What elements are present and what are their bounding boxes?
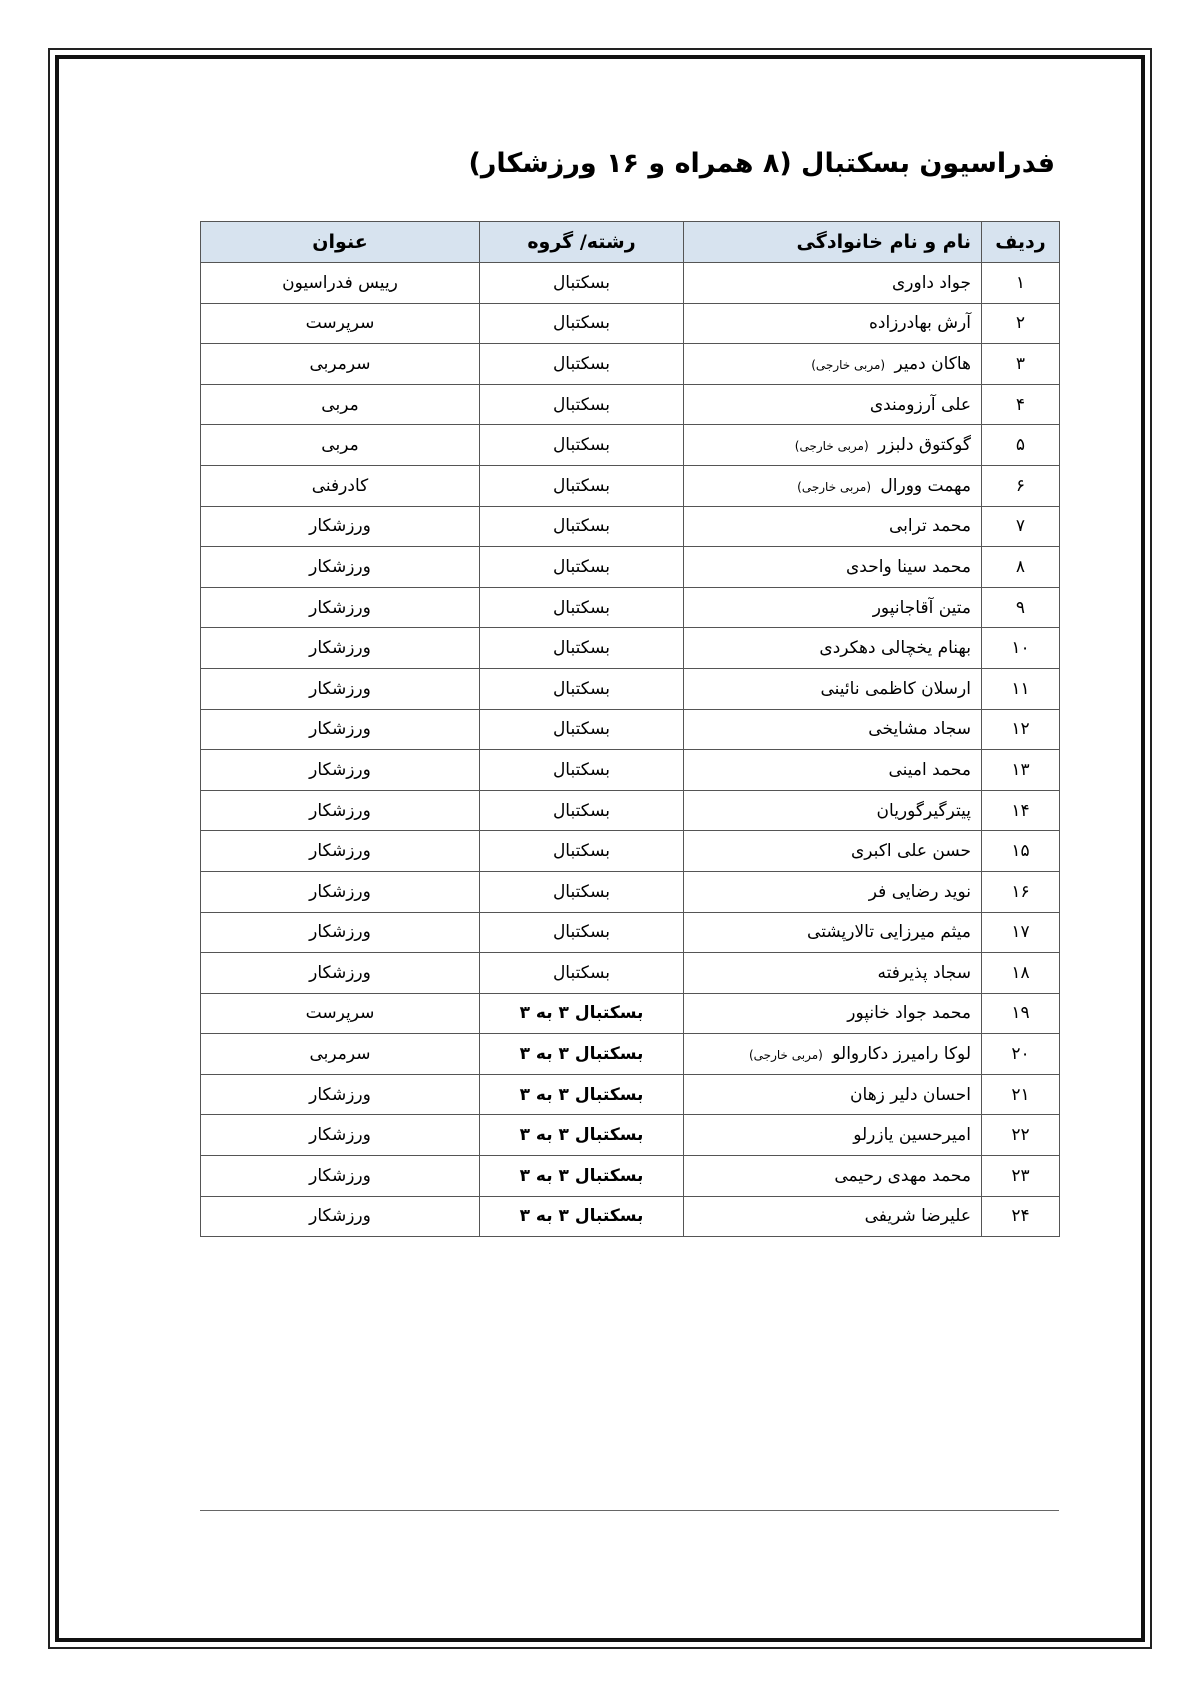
table-row xyxy=(201,831,1060,872)
table-row xyxy=(201,506,1060,547)
table-row xyxy=(201,303,1060,344)
table-row xyxy=(201,425,1060,466)
header-discipline: رشته/ گروه xyxy=(480,222,684,263)
full-name-cell xyxy=(684,465,982,506)
full-name-cell xyxy=(684,750,982,791)
table-row xyxy=(201,750,1060,791)
discipline-cell: بسکتبال xyxy=(480,628,684,669)
discipline-cell: بسکتبال xyxy=(480,709,684,750)
discipline-cell: بسکتبال ۳ به ۳ xyxy=(480,1196,684,1237)
full-name: سجاد مشایخی xyxy=(868,719,971,740)
table-row xyxy=(201,384,1060,425)
full-name-cell xyxy=(684,1196,982,1237)
row-number: ۲۱ xyxy=(982,1074,1060,1115)
discipline-cell: بسکتبال xyxy=(480,790,684,831)
full-name-cell xyxy=(684,831,982,872)
full-name-cell xyxy=(684,993,982,1034)
role-cell: ورزشکار xyxy=(201,1196,480,1237)
full-name-cell xyxy=(684,709,982,750)
full-name-cell xyxy=(684,1074,982,1115)
row-number: ۲۰ xyxy=(982,1034,1060,1075)
full-name: پیترگیرگوریان xyxy=(876,800,971,821)
row-number: ۵ xyxy=(982,425,1060,466)
row-number: ۱۸ xyxy=(982,953,1060,994)
role-cell: مربی xyxy=(201,384,480,425)
full-name-cell xyxy=(684,668,982,709)
role-cell: سرپرست xyxy=(201,993,480,1034)
row-number: ۱۵ xyxy=(982,831,1060,872)
row-number: ۱۹ xyxy=(982,993,1060,1034)
row-number: ۱۶ xyxy=(982,871,1060,912)
role-cell: کادرفنی xyxy=(201,465,480,506)
row-number: ۴ xyxy=(982,384,1060,425)
discipline-cell: بسکتبال xyxy=(480,425,684,466)
row-number: ۹ xyxy=(982,587,1060,628)
discipline-cell: بسکتبال xyxy=(480,912,684,953)
full-name: آرش بهادرزاده xyxy=(868,313,971,334)
full-name: مهمت وورال xyxy=(880,475,971,496)
foreign-coach-note: (مربی خارجی) xyxy=(748,1048,823,1063)
role-cell: ورزشکار xyxy=(201,628,480,669)
table-body xyxy=(201,263,1060,1237)
table-header-row xyxy=(201,222,1060,263)
discipline-cell: بسکتبال ۳ به ۳ xyxy=(480,1074,684,1115)
full-name-cell xyxy=(684,1156,982,1197)
role-cell: ورزشکار xyxy=(201,506,480,547)
role-cell: ورزشکار xyxy=(201,1156,480,1197)
full-name-cell xyxy=(684,425,982,466)
table-row xyxy=(201,953,1060,994)
row-number: ۱۷ xyxy=(982,912,1060,953)
row-number: ۳ xyxy=(982,344,1060,385)
role-cell: رییس فدراسیون xyxy=(201,263,480,304)
row-number: ۱۰ xyxy=(982,628,1060,669)
table-row xyxy=(201,709,1060,750)
discipline-cell: بسکتبال ۳ به ۳ xyxy=(480,1115,684,1156)
full-name: محمد مهدی رحیمی xyxy=(834,1165,971,1186)
table-row xyxy=(201,993,1060,1034)
full-name-cell xyxy=(684,953,982,994)
table-row xyxy=(201,1196,1060,1237)
full-name-cell xyxy=(684,384,982,425)
discipline-cell: بسکتبال xyxy=(480,465,684,506)
full-name-cell xyxy=(684,790,982,831)
discipline-cell: بسکتبال xyxy=(480,871,684,912)
table-row xyxy=(201,465,1060,506)
role-cell: ورزشکار xyxy=(201,790,480,831)
role-cell: ورزشکار xyxy=(201,1115,480,1156)
table-row xyxy=(201,668,1060,709)
discipline-cell: بسکتبال xyxy=(480,668,684,709)
page-title: فدراسیون بسکتبال (۸ همراه و ۱۶ ورزشکار) xyxy=(468,148,1055,179)
full-name: سجاد پذیرفته xyxy=(877,962,971,983)
full-name: امیرحسین یازرلو xyxy=(853,1125,971,1146)
full-name-cell xyxy=(684,506,982,547)
role-cell: ورزشکار xyxy=(201,831,480,872)
row-number: ۲۴ xyxy=(982,1196,1060,1237)
full-name-cell xyxy=(684,547,982,588)
discipline-cell: بسکتبال xyxy=(480,384,684,425)
discipline-cell: بسکتبال xyxy=(480,750,684,791)
row-number: ۸ xyxy=(982,547,1060,588)
full-name: گوکتوق دلبزر xyxy=(878,435,971,456)
table-row xyxy=(201,628,1060,669)
full-name: لوکا رامیرز دکاروالو xyxy=(832,1044,971,1065)
table-row xyxy=(201,547,1060,588)
role-cell: مربی xyxy=(201,425,480,466)
full-name: احسان دلیر زهان xyxy=(850,1084,971,1105)
foreign-coach-note: (مربی خارجی) xyxy=(797,479,872,494)
roster-table xyxy=(200,221,1060,1237)
full-name: محمد جواد خانپور xyxy=(847,1003,971,1024)
role-cell: ورزشکار xyxy=(201,709,480,750)
role-cell: ورزشکار xyxy=(201,953,480,994)
role-cell: سرمربی xyxy=(201,344,480,385)
full-name: متین آقاجانپور xyxy=(872,597,971,618)
footer-divider xyxy=(200,1510,1059,1511)
row-number: ۲ xyxy=(982,303,1060,344)
row-number: ۶ xyxy=(982,465,1060,506)
discipline-cell: بسکتبال xyxy=(480,953,684,994)
full-name: علی آرزومندی xyxy=(869,394,971,415)
table-row xyxy=(201,912,1060,953)
full-name: علیرضا شریفی xyxy=(864,1206,971,1227)
full-name-cell xyxy=(684,344,982,385)
full-name-cell xyxy=(684,587,982,628)
table-row xyxy=(201,1034,1060,1075)
table-row xyxy=(201,1156,1060,1197)
foreign-coach-note: (مربی خارجی) xyxy=(811,357,886,372)
full-name: محمد ترابی xyxy=(889,516,971,537)
discipline-cell: بسکتبال xyxy=(480,547,684,588)
discipline-cell: بسکتبال xyxy=(480,831,684,872)
row-number: ۷ xyxy=(982,506,1060,547)
discipline-cell: بسکتبال ۳ به ۳ xyxy=(480,1156,684,1197)
table-row xyxy=(201,587,1060,628)
full-name-cell xyxy=(684,1115,982,1156)
role-cell: سرپرست xyxy=(201,303,480,344)
discipline-cell: بسکتبال xyxy=(480,344,684,385)
full-name: محمد سینا واحدی xyxy=(846,556,971,577)
row-number: ۲۳ xyxy=(982,1156,1060,1197)
discipline-cell: بسکتبال xyxy=(480,587,684,628)
role-cell: ورزشکار xyxy=(201,871,480,912)
row-number: ۱۲ xyxy=(982,709,1060,750)
full-name: محمد امینی xyxy=(888,759,971,780)
discipline-cell: بسکتبال ۳ به ۳ xyxy=(480,993,684,1034)
table-row xyxy=(201,790,1060,831)
table-row xyxy=(201,871,1060,912)
full-name-cell xyxy=(684,871,982,912)
full-name: حسن علی اکبری xyxy=(851,841,971,862)
role-cell: ورزشکار xyxy=(201,750,480,791)
full-name-cell xyxy=(684,263,982,304)
discipline-cell: بسکتبال ۳ به ۳ xyxy=(480,1034,684,1075)
table-row xyxy=(201,1115,1060,1156)
role-cell: ورزشکار xyxy=(201,1074,480,1115)
discipline-cell: بسکتبال xyxy=(480,303,684,344)
discipline-cell: بسکتبال xyxy=(480,506,684,547)
row-number: ۱۳ xyxy=(982,750,1060,791)
role-cell: ورزشکار xyxy=(201,547,480,588)
full-name: بهنام یخچالی دهکردی xyxy=(819,638,971,659)
role-cell: ورزشکار xyxy=(201,912,480,953)
foreign-coach-note: (مربی خارجی) xyxy=(794,439,869,454)
header-row-number: ردیف xyxy=(982,222,1060,263)
full-name-cell xyxy=(684,912,982,953)
row-number: ۲۲ xyxy=(982,1115,1060,1156)
role-cell: ورزشکار xyxy=(201,668,480,709)
role-cell: سرمربی xyxy=(201,1034,480,1075)
row-number: ۱۴ xyxy=(982,790,1060,831)
full-name-cell xyxy=(684,1034,982,1075)
row-number: ۱ xyxy=(982,263,1060,304)
full-name: ارسلان کاظمی نائینی xyxy=(820,678,971,699)
header-role: عنوان xyxy=(201,222,480,263)
table-row xyxy=(201,263,1060,304)
role-cell: ورزشکار xyxy=(201,587,480,628)
full-name: جواد داوری xyxy=(891,272,971,293)
full-name: هاکان دمیر xyxy=(894,353,971,374)
row-number: ۱۱ xyxy=(982,668,1060,709)
full-name-cell xyxy=(684,303,982,344)
full-name-cell xyxy=(684,628,982,669)
table-row xyxy=(201,1074,1060,1115)
full-name: میثم میرزایی تالارپشتی xyxy=(807,922,971,943)
header-full-name: نام و نام خانوادگی xyxy=(684,222,982,263)
full-name: نوید رضایی فر xyxy=(868,881,971,902)
table-row xyxy=(201,344,1060,385)
discipline-cell: بسکتبال xyxy=(480,263,684,304)
